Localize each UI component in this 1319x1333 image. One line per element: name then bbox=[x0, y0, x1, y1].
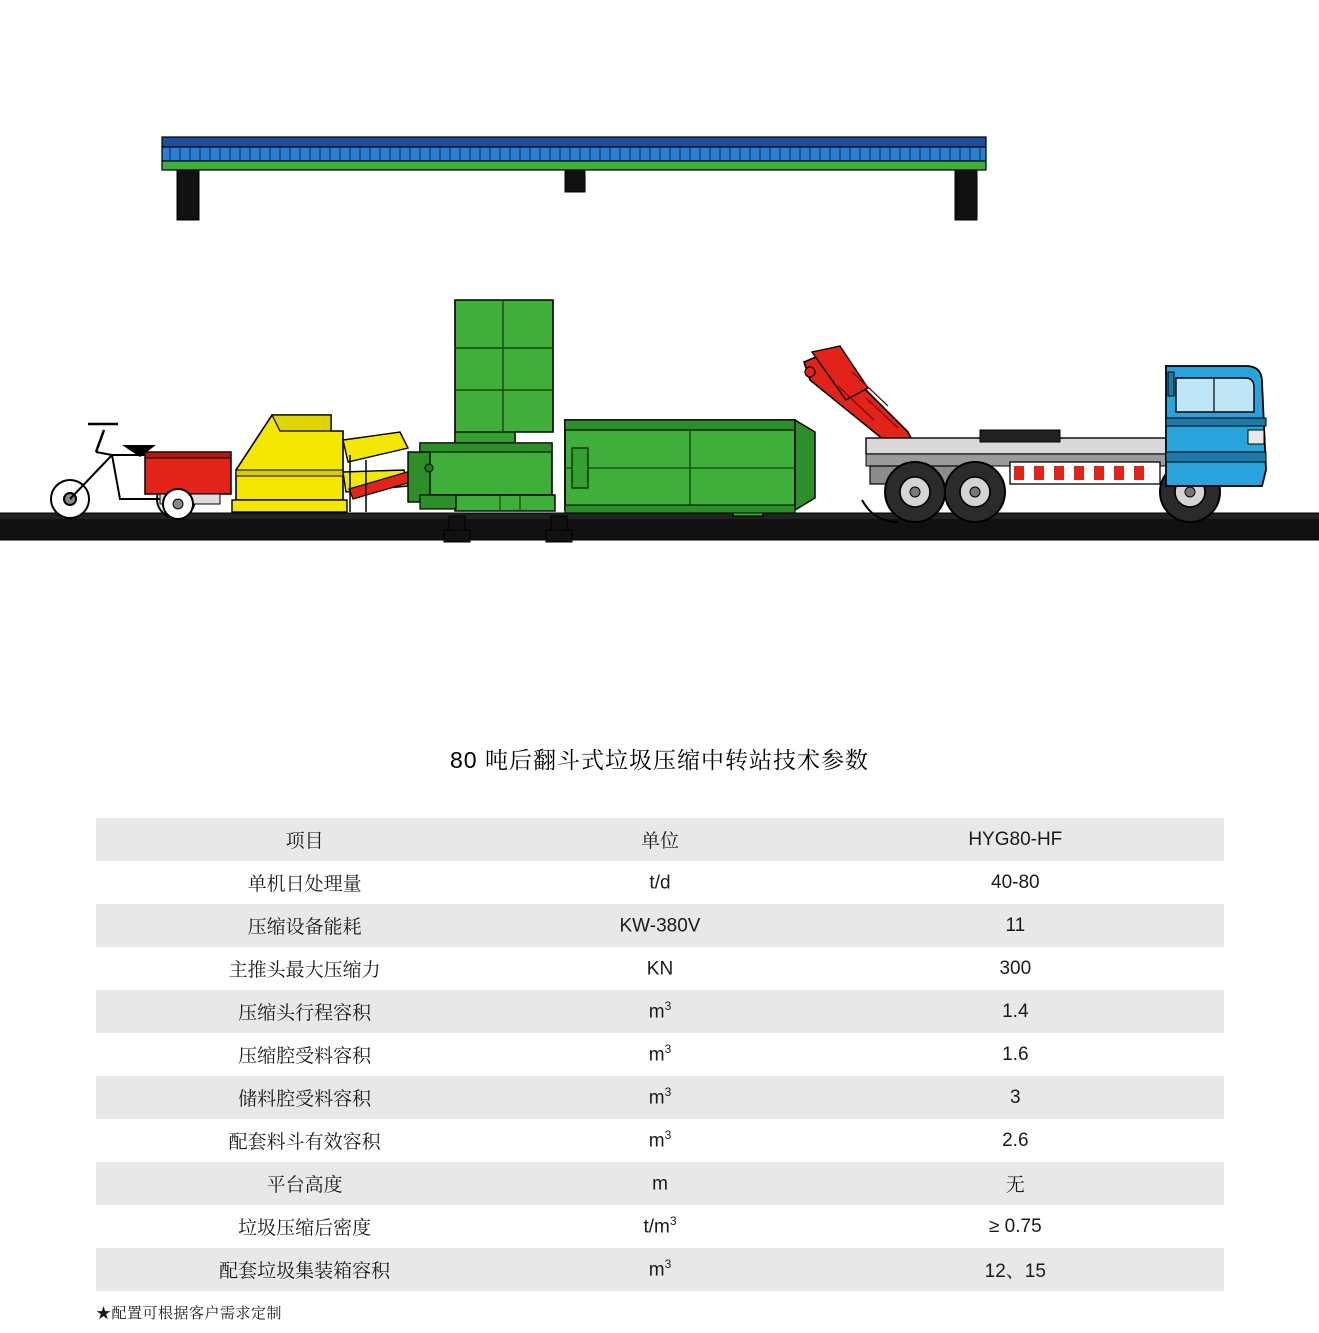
footnote: ★配置可根据客户需求定制 bbox=[96, 1305, 283, 1322]
canopy-roof bbox=[162, 137, 986, 220]
row-value: 2.6 bbox=[807, 1119, 1224, 1162]
green-feed-chute bbox=[408, 300, 555, 511]
row-unit-text: t/m bbox=[643, 1216, 670, 1238]
row-value: 1.4 bbox=[807, 990, 1224, 1033]
row-unit-sup: 3 bbox=[664, 1257, 672, 1272]
row-item: 配套垃圾集装箱容积 bbox=[96, 1248, 513, 1291]
row-value: 40-80 bbox=[807, 861, 1224, 904]
row-unit-text: KN bbox=[646, 958, 674, 980]
row-unit-sup: 3 bbox=[664, 1128, 672, 1143]
row-value: 12、15 bbox=[807, 1248, 1224, 1291]
row-unit-text: m bbox=[648, 1001, 665, 1023]
row-unit bbox=[513, 904, 806, 947]
row-unit-text: m bbox=[648, 1044, 665, 1066]
table-row bbox=[96, 1205, 1224, 1248]
row-unit bbox=[513, 947, 806, 990]
table-row bbox=[96, 990, 1224, 1033]
row-item: 平台高度 bbox=[96, 1162, 513, 1205]
row-unit bbox=[513, 1033, 806, 1076]
table-row bbox=[96, 1033, 1224, 1076]
column-header-item: 项目 bbox=[96, 818, 513, 861]
table-row bbox=[96, 904, 1224, 947]
row-unit-text: m bbox=[648, 1130, 665, 1152]
table-row bbox=[96, 1076, 1224, 1119]
column-header-model: HYG80-HF bbox=[807, 818, 1224, 861]
row-unit bbox=[513, 1205, 806, 1248]
column-header-unit: 单位 bbox=[513, 818, 806, 861]
row-unit bbox=[513, 1119, 806, 1162]
red-cart bbox=[145, 452, 231, 519]
row-item: 配套料斗有效容积 bbox=[96, 1119, 513, 1162]
row-item: 压缩设备能耗 bbox=[96, 904, 513, 947]
blue-truck bbox=[1166, 366, 1266, 486]
row-unit bbox=[513, 1248, 806, 1291]
row-item: 储料腔受料容积 bbox=[96, 1076, 513, 1119]
row-item: 压缩腔受料容积 bbox=[96, 1033, 513, 1076]
table-header-row bbox=[96, 818, 1224, 861]
yellow-hopper bbox=[232, 415, 418, 512]
row-value: 3 bbox=[807, 1076, 1224, 1119]
row-value: ≥ 0.75 bbox=[807, 1205, 1224, 1248]
table-row bbox=[96, 947, 1224, 990]
row-unit bbox=[513, 990, 806, 1033]
row-value: 11 bbox=[807, 904, 1224, 947]
row-unit-text: t/d bbox=[649, 872, 671, 894]
ground-line bbox=[0, 513, 1319, 542]
row-unit-text: m bbox=[652, 1173, 668, 1195]
row-unit-text: m bbox=[648, 1087, 665, 1109]
row-unit bbox=[513, 1162, 806, 1205]
table-row bbox=[96, 1162, 1224, 1205]
spec-table bbox=[96, 818, 1224, 1291]
row-unit-sup: 3 bbox=[664, 1042, 672, 1057]
row-item: 压缩头行程容积 bbox=[96, 990, 513, 1033]
row-value: 1.6 bbox=[807, 1033, 1224, 1076]
row-unit-sup: 3 bbox=[664, 999, 672, 1014]
table-row bbox=[96, 1248, 1224, 1291]
row-item: 主推头最大压缩力 bbox=[96, 947, 513, 990]
row-unit bbox=[513, 1076, 806, 1119]
row-unit-text: KW-380V bbox=[619, 915, 701, 937]
table-row bbox=[96, 1119, 1224, 1162]
green-compactor bbox=[565, 420, 815, 516]
row-unit-sup: 3 bbox=[669, 1214, 677, 1229]
row-unit-text: m bbox=[648, 1259, 665, 1281]
row-unit bbox=[513, 861, 806, 904]
spec-table-container bbox=[96, 818, 1224, 1291]
row-item: 垃圾压缩后密度 bbox=[96, 1205, 513, 1248]
row-value: 无 bbox=[807, 1162, 1224, 1205]
row-unit-sup: 3 bbox=[664, 1085, 672, 1100]
row-value: 300 bbox=[807, 947, 1224, 990]
row-item: 单机日处理量 bbox=[96, 861, 513, 904]
table-row bbox=[96, 861, 1224, 904]
page-title: 80 吨后翻斗式垃圾压缩中转站技术参数 bbox=[450, 747, 869, 773]
